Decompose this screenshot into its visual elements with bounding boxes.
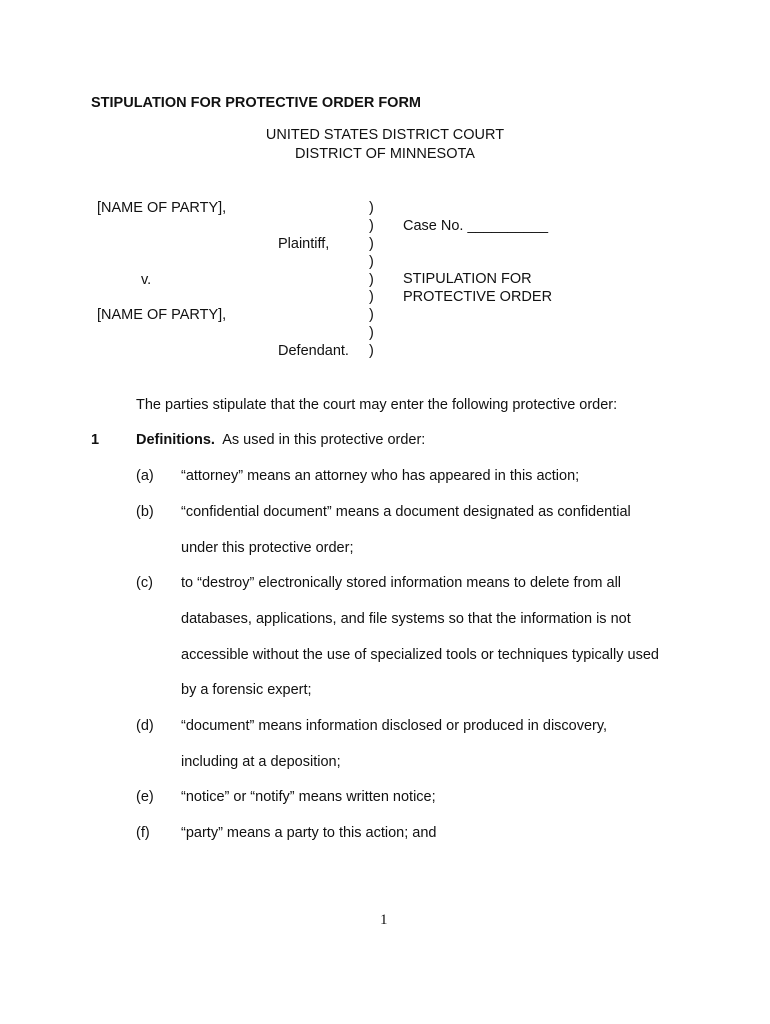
court-district: DISTRICT OF MINNESOTA	[295, 146, 475, 162]
item-text: accessible without the use of specialized tools or techniques typically used	[181, 647, 659, 663]
item-text: “document” means information disclosed or produced in discovery,	[181, 718, 608, 734]
item-label: (d)	[136, 718, 154, 734]
item-label: (f)	[136, 825, 150, 841]
item-text: “attorney” means an attorney who has appeared in this action;	[181, 468, 580, 484]
caption-paren: )	[369, 200, 374, 216]
caption-paren: )	[369, 343, 374, 359]
court-name: UNITED STATES DISTRICT COURT	[265, 127, 505, 143]
caption-paren: )	[369, 218, 374, 234]
caption-paren: )	[369, 307, 374, 323]
section-lead: As used in this protective order:	[222, 432, 426, 448]
caption-paren: )	[369, 325, 374, 341]
versus-label: v.	[141, 272, 152, 288]
item-label: (b)	[136, 504, 154, 520]
caption-paren: )	[369, 236, 374, 252]
item-text: “confidential document” means a document designated as confidential	[181, 504, 631, 520]
page-number: 1	[380, 912, 388, 928]
item-text: under this protective order;	[181, 540, 354, 556]
intro-paragraph: The parties stipulate that the court may enter the following protective order:	[136, 397, 618, 413]
item-text: including at a deposition;	[181, 754, 341, 770]
item-text: databases, applications, and file systems so that the information is not	[181, 611, 631, 627]
caption-paren: )	[369, 254, 374, 270]
item-label: (c)	[136, 575, 153, 591]
caption-paren: )	[369, 289, 374, 305]
item-label: (a)	[136, 468, 154, 484]
defendant-label: Defendant.	[278, 343, 349, 359]
case-number: Case No. __________	[403, 218, 549, 234]
section-heading-line	[136, 431, 425, 449]
plaintiff-label: Plaintiff,	[278, 236, 330, 252]
item-text: to “destroy” electronically stored information means to delete from all	[181, 575, 622, 591]
item-text: “party” means a party to this action; and	[181, 825, 437, 841]
defendant-name: [NAME OF PARTY],	[97, 307, 227, 323]
plaintiff-name: [NAME OF PARTY],	[97, 200, 227, 216]
caption-paren: )	[369, 272, 374, 288]
section-number: 1	[91, 432, 100, 448]
item-text: “notice” or “notify” means written notice;	[181, 789, 436, 805]
section-heading: Definitions.	[136, 432, 215, 448]
document-title-line1: STIPULATION FOR	[403, 271, 532, 287]
item-text: by a forensic expert;	[181, 682, 312, 698]
form-title: STIPULATION FOR PROTECTIVE ORDER FORM	[91, 95, 422, 111]
item-label: (e)	[136, 789, 154, 805]
document-title-line2: PROTECTIVE ORDER	[403, 289, 553, 305]
